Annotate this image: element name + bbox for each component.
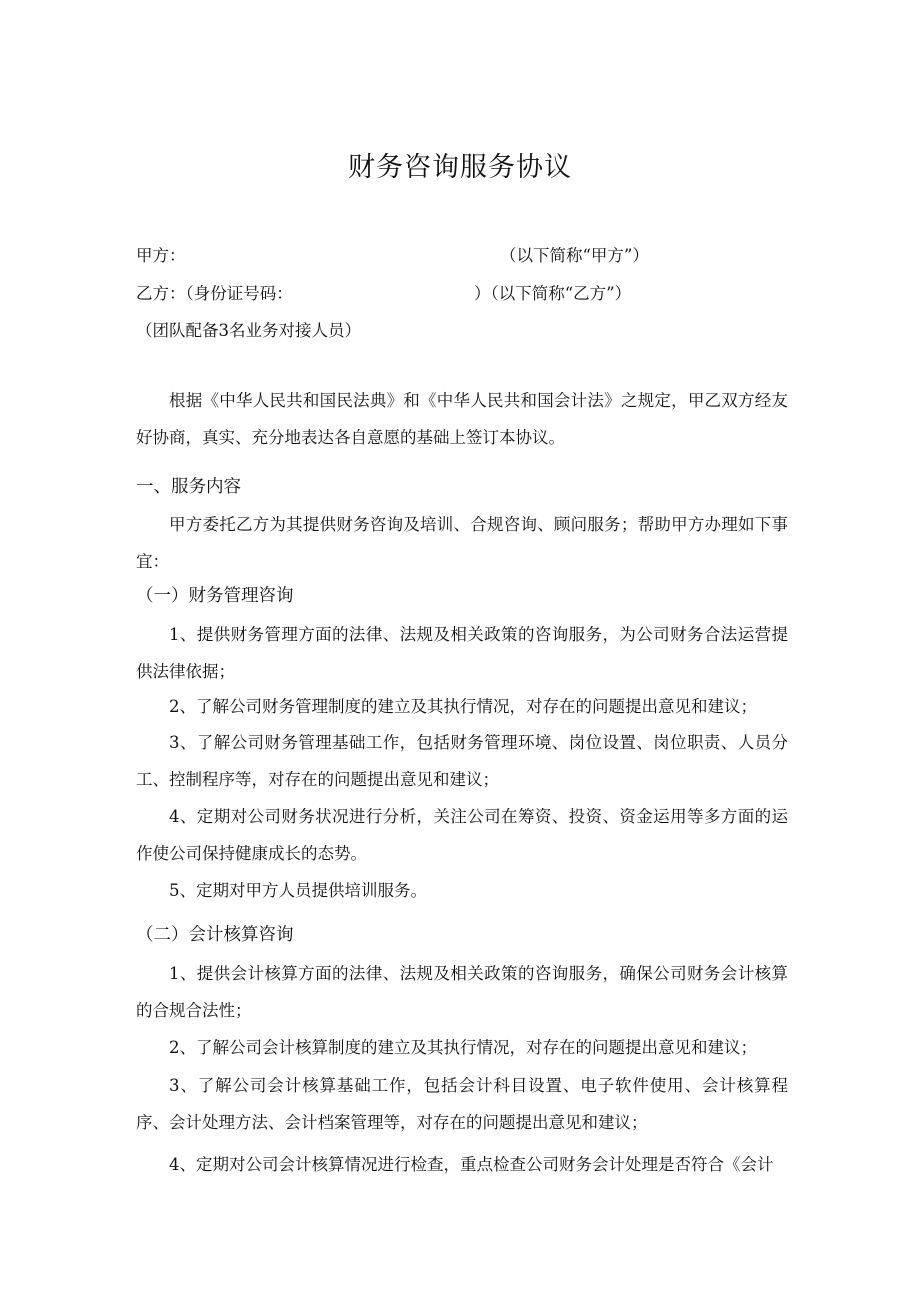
sub1-item-4: 4、定期对公司财务状况进行分析，关注公司在筹资、投资、资金运用等多方面的运作使公司保持健康成长的态势。: [136, 807, 788, 863]
sub1-item-3: 3、了解公司财务管理基础工作，包括财务管理环境、岗位设置、岗位职责、人员分工、控制程序等，对存在的问题提出意见和建议；: [136, 733, 788, 789]
section-1-intro: 甲方委托乙方为其提供财务咨询及培训、合规咨询、顾问服务；帮助甲方办理如下事宜：: [136, 515, 788, 571]
sub2-item-2: 2、了解公司会计核算制度的建立及其执行情况，对存在的问题提出意见和建议；: [169, 1038, 757, 1057]
sub2-item-4: 4、定期对公司会计核算情况进行检查，重点检查公司财务会计处理是否符合《会计: [169, 1155, 774, 1174]
sub1-item-5: 5、定期对甲方人员提供培训服务。: [169, 881, 427, 900]
sub2-item-1: 1、提供会计核算方面的法律、法规及相关政策的咨询服务，确保公司财务会计核算的合规合法性；: [136, 964, 788, 1020]
party-b-alias: ）（以下简称“乙方”）: [474, 284, 632, 303]
preamble-paragraph: 根据《中华人民共和国民法典》和《中华人民共和国会计法》之规定，甲乙双方经友好协商，真实、充分地表达各自意愿的基础上签订本协议。: [136, 391, 788, 447]
party-b-label: 乙方：（身份证号码：: [136, 284, 293, 303]
subsection-1-heading: （一）财务管理咨询: [136, 586, 294, 606]
sub1-item-1: 1、提供财务管理方面的法律、法规及相关政策的咨询服务，为公司财务合法运营提供法律依据；: [136, 625, 788, 681]
subsection-2-heading: （二）会计核算咨询: [136, 925, 294, 945]
party-a-alias: （以下简称“甲方”）: [500, 246, 649, 265]
section-1-heading: 一、服务内容: [136, 477, 241, 497]
sub1-item-2: 2、了解公司财务管理制度的建立及其执行情况，对存在的问题提出意见和建议；: [169, 697, 757, 716]
party-a-label: 甲方：: [136, 246, 186, 265]
team-note: （团队配备3名业务对接人员）: [136, 321, 361, 340]
sub2-item-3: 3、了解公司会计核算基础工作，包括会计科目设置、电子软件使用、会计核算程序、会计处理方法、会计档案管理等，对存在的问题提出意见和建议；: [136, 1076, 788, 1132]
page-title: 财务咨询服务协议: [348, 152, 572, 183]
